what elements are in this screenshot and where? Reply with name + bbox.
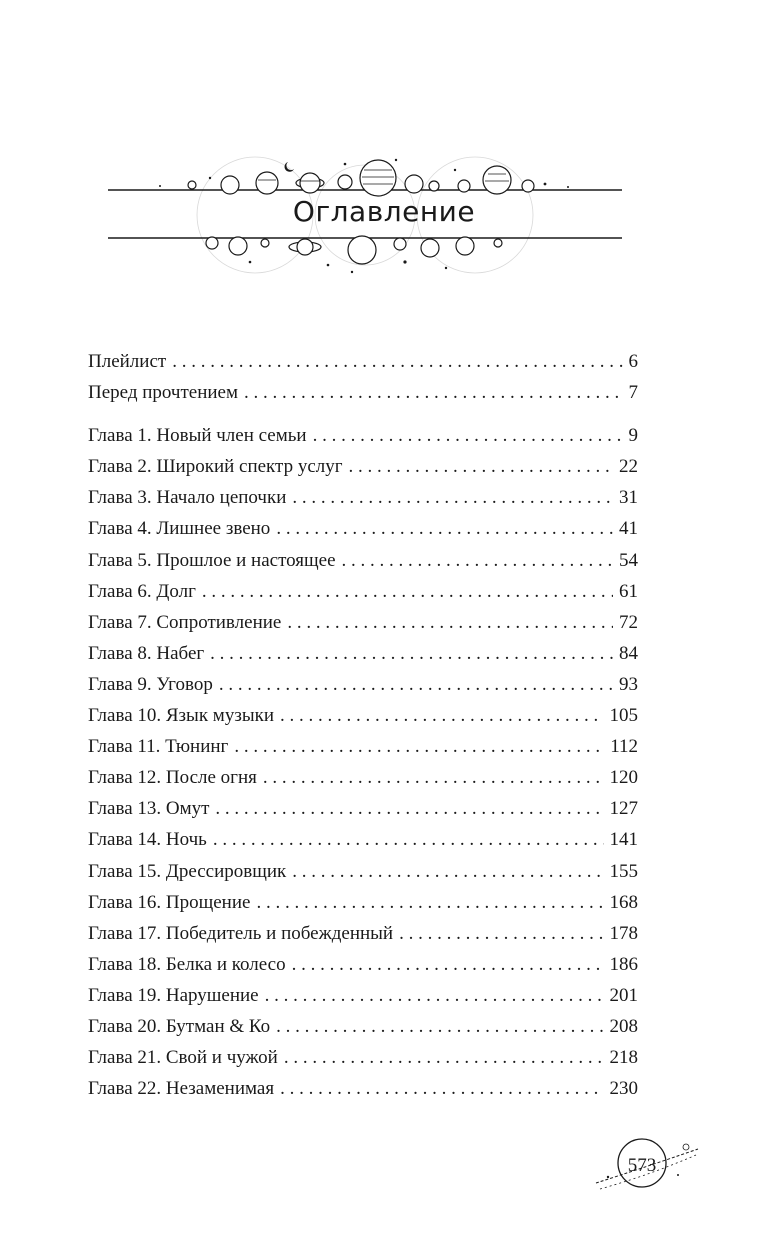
dot-leader (292, 949, 604, 980)
toc-entry[interactable] (88, 669, 638, 700)
toc-entry[interactable] (88, 700, 638, 731)
toc-entry[interactable] (88, 1042, 638, 1073)
toc-entry-title: Глава 14. Ночь (88, 829, 207, 851)
dot-leader (210, 638, 613, 669)
toc-entry-page: 201 (609, 984, 638, 1006)
toc-entry-title: Глава 4. Лишнее звено (88, 518, 271, 540)
toc-entry-page: 141 (609, 829, 638, 851)
toc-entry-page: 230 (609, 1078, 638, 1100)
dot-leader (342, 545, 613, 576)
toc-entry-page: 6 (628, 351, 638, 372)
toc-entry-title: Глава 18. Белка и колесо (88, 953, 286, 975)
toc-entry-page: 22 (619, 456, 638, 478)
toc-entry-title: Глава 7. Сопротивление (88, 611, 282, 633)
toc-entry[interactable] (88, 482, 638, 513)
toc-entry[interactable] (88, 980, 638, 1011)
dot-leader (215, 793, 603, 824)
toc-entry-page: 120 (609, 767, 638, 789)
toc-entry-page: 41 (619, 518, 638, 540)
toc-entry[interactable] (88, 762, 638, 793)
toc-entry-title: Глава 6. Долг (88, 580, 196, 602)
toc-entry-title: Перед прочтением (88, 382, 239, 404)
toc-entry-title: Глава 3. Начало цепочки (88, 487, 287, 509)
dot-leader (213, 824, 604, 855)
toc-entry-title: Глава 22. Незаменимая (88, 1078, 275, 1100)
toc-entry-page: 178 (609, 922, 638, 944)
toc-entry-title: Глава 9. Уговор (88, 673, 213, 695)
dot-leader (172, 346, 622, 377)
toc-entry-title: Глава 19. Нарушение (88, 984, 259, 1006)
toc-entry-page: 61 (619, 580, 638, 602)
table-of-contents (88, 346, 638, 1104)
toc-entry-title: Глава 1. Новый член семьи (88, 425, 307, 447)
toc-entry[interactable] (88, 856, 638, 887)
toc-entry-page: 54 (619, 549, 638, 571)
toc-entry-page: 186 (609, 953, 638, 975)
page-number: 573 (627, 1155, 657, 1176)
dot-leader (292, 856, 603, 887)
dot-leader (256, 887, 603, 918)
toc-entry-page: 127 (609, 798, 638, 820)
toc-entry-title: Глава 8. Набег (88, 642, 205, 664)
toc-entry-page: 112 (610, 736, 638, 758)
toc-entry[interactable] (88, 576, 638, 607)
toc-entry[interactable] (88, 793, 638, 824)
toc-entry[interactable] (88, 545, 638, 576)
toc-entry[interactable] (88, 420, 638, 451)
toc-entry-page: 72 (619, 611, 638, 633)
dot-leader (265, 980, 604, 1011)
toc-entry[interactable] (88, 1011, 638, 1042)
toc-entry-title: Глава 13. Омут (88, 798, 210, 820)
toc-entry-title: Глава 11. Тюнинг (88, 736, 229, 758)
dot-leader (280, 700, 604, 731)
toc-entry-page: 9 (628, 425, 638, 447)
toc-entry[interactable] (88, 731, 638, 762)
toc-entry-title: Глава 10. Язык музыки (88, 705, 274, 727)
toc-entry[interactable] (88, 451, 638, 482)
dot-leader (276, 513, 613, 544)
dot-leader (263, 762, 604, 793)
dot-leader (313, 420, 623, 451)
toc-entry[interactable] (88, 887, 638, 918)
toc-entry-page: 155 (609, 860, 638, 882)
dot-leader (280, 1073, 603, 1104)
dot-leader (292, 482, 613, 513)
toc-entry-page: 168 (609, 891, 638, 913)
toc-entry-page: 208 (609, 1015, 638, 1037)
toc-entry-title: Глава 20. Бутман & Ко (88, 1015, 271, 1037)
toc-entry-title: Глава 17. Победитель и побежденный (88, 922, 394, 944)
toc-entry[interactable] (88, 513, 638, 544)
toc-entry[interactable] (88, 638, 638, 669)
toc-heading: Оглавление (292, 195, 476, 228)
toc-entry[interactable] (88, 949, 638, 980)
dot-leader (244, 377, 622, 408)
dot-leader (284, 1042, 604, 1073)
toc-entry-title: Глава 5. Прошлое и настоящее (88, 549, 336, 571)
toc-entry[interactable] (88, 824, 638, 855)
toc-entry-page: 105 (609, 705, 638, 727)
dot-leader (276, 1011, 603, 1042)
toc-entry[interactable] (88, 1073, 638, 1104)
dot-leader (399, 918, 603, 949)
toc-entry[interactable] (88, 607, 638, 638)
toc-entry[interactable] (88, 346, 638, 377)
dot-leader (234, 731, 604, 762)
toc-entry-title: Глава 16. Прощение (88, 891, 251, 913)
toc-entry[interactable] (88, 918, 638, 949)
toc-entry-page: 218 (609, 1047, 638, 1069)
toc-entry-page: 7 (628, 382, 638, 404)
toc-entry-page: 93 (619, 673, 638, 695)
toc-entry-page: 31 (619, 487, 638, 509)
toc-entry[interactable] (88, 377, 638, 408)
dot-leader (287, 607, 613, 638)
dot-leader (349, 451, 613, 482)
toc-entry-title: Глава 21. Свой и чужой (88, 1047, 278, 1069)
dot-leader (219, 669, 613, 700)
toc-entry-title: Глава 15. Дрессировщик (88, 860, 287, 882)
toc-entry-title: Глава 2. Широкий спектр услуг (88, 456, 343, 478)
dot-leader (202, 576, 613, 607)
toc-entry-page: 84 (619, 642, 638, 664)
toc-entry-title: Плейлист (88, 351, 167, 372)
toc-entry-title: Глава 12. После огня (88, 767, 257, 789)
